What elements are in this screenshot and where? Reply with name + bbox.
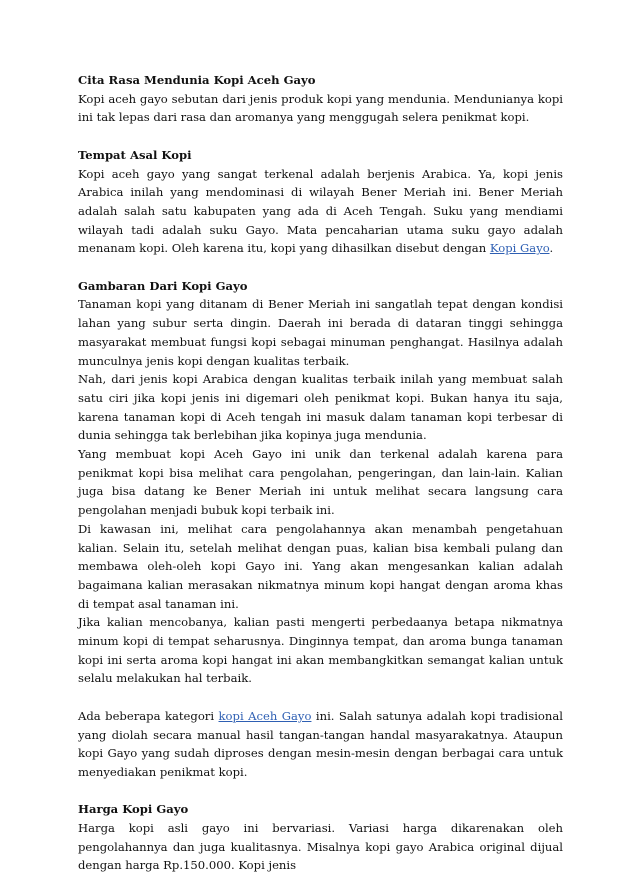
paragraph: Tanaman kopi yang ditanam di Bener Meriah ini sangatlah tepat dengan kondisi lahan yang subur serta dingin. Daerah ini berada di dataran tinggi sehingga masyarakat membuat fungsi kopi sebagai minuman penghangat. Hasilnya adalah munculnya jenis kopi dengan kualitas terbaik. bbox=[78, 297, 563, 368]
paragraph bbox=[78, 707, 563, 782]
paragraph: Yang membuat kopi Aceh Gayo ini unik dan terkenal adalah karena para penikmat kopi bisa melihat cara pengolahan, pengeringan, dan lain-lain. Kalian juga bisa datang ke Bener Meriah ini untuk melihat secara langsung cara pengolahan menjadi bubuk kopi terbaik ini. bbox=[78, 447, 563, 518]
paragraph-text: . bbox=[549, 241, 554, 256]
section-kategori bbox=[78, 707, 563, 782]
document-body bbox=[78, 71, 563, 894]
section-heading: Harga Kopi Gayo bbox=[78, 802, 189, 817]
paragraph-text: ini. Salah satunya adalah kopi tradisional yang diolah secara manual hasil tangan-tangan handal masyarakatnya. Ataupun kopi Gayo yang sudah diproses dengan mesin-mesin dengan berbagai cara untuk menyediakan penikmat kopi. bbox=[78, 708, 563, 779]
section-heading: Gambaran Dari Kopi Gayo bbox=[78, 278, 248, 293]
section-heading: Cita Rasa Mendunia Kopi Aceh Gayo bbox=[78, 73, 316, 87]
section-gambaran bbox=[78, 277, 563, 688]
paragraph-text: Ada beberapa kategori bbox=[78, 708, 219, 723]
paragraph bbox=[78, 165, 563, 259]
paragraph: Kopi aceh gayo sebutan dari jenis produk kopi yang mendunia. Mendunianya kopi ini tak lepas dari rasa dan aromanya yang menggugah selera penikmat kopi. bbox=[78, 91, 563, 125]
section-cita-rasa bbox=[78, 71, 563, 127]
paragraph: Harga kopi asli gayo ini bervariasi. Variasi harga dikarenakan oleh pengolahannya dan juga kualitasnya. Misalnya kopi gayo Arabica original dijual dengan harga Rp.150.000. Kopi jenis bbox=[78, 821, 563, 873]
kopi-aceh-gayo-link[interactable]: kopi Aceh Gayo bbox=[218, 708, 312, 723]
section-harga bbox=[78, 800, 563, 875]
section-tempat-asal bbox=[78, 146, 563, 258]
paragraph: Nah, dari jenis kopi Arabica dengan kualitas terbaik inilah yang membuat salah satu ciri jika kopi jenis ini digemari oleh penikmat kopi. Bukan hanya itu saja, karena tanaman kopi di Aceh tengah ini masuk dalam tanaman kopi terbesar di dunia sehingga tak berlebihan jika kopinya juga mendunia. bbox=[78, 372, 563, 443]
paragraph: Jika kalian mencobanya, kalian pasti mengerti perbedaanya betapa nikmatnya minum kopi di tempat seharusnya. Dinginnya tempat, dan aroma bunga tanaman kopi ini serta aroma kopi hangat ini akan membangkitkan semangat kalian untuk selalu melakukan hal terbaik. bbox=[78, 615, 563, 686]
paragraph: Di kawasan ini, melihat cara pengolahannya akan menambah pengetahuan kalian. Selain itu, setelah melihat dengan puas, kalian bisa kembali pulang dan membawa oleh-oleh kopi Gayo ini. Yang akan mengesankan kalian adalah bagaimana kalian merasakan nikmatnya minum kopi hangat dengan aroma khas di tempat asal tanaman ini. bbox=[78, 521, 563, 611]
kopi-gayo-link[interactable]: Kopi Gayo bbox=[489, 241, 550, 256]
paragraph-text: Kopi aceh gayo yang sangat terkenal adalah berjenis Arabica. Ya, kopi jenis Arabica inilah yang mendominasi di wilayah Bener Meriah ini. Bener Meriah adalah salah satu kabupaten yang ada di Aceh Tengah. Suku yang mendiami wilayah tadi adalah suku Gayo. Mata pencaharian utama suku gayo adalah menanam kopi. Oleh karena itu, kopi yang dihasilkan disebut dengan bbox=[78, 166, 563, 256]
section-heading: Tempat Asal Kopi bbox=[78, 147, 192, 162]
